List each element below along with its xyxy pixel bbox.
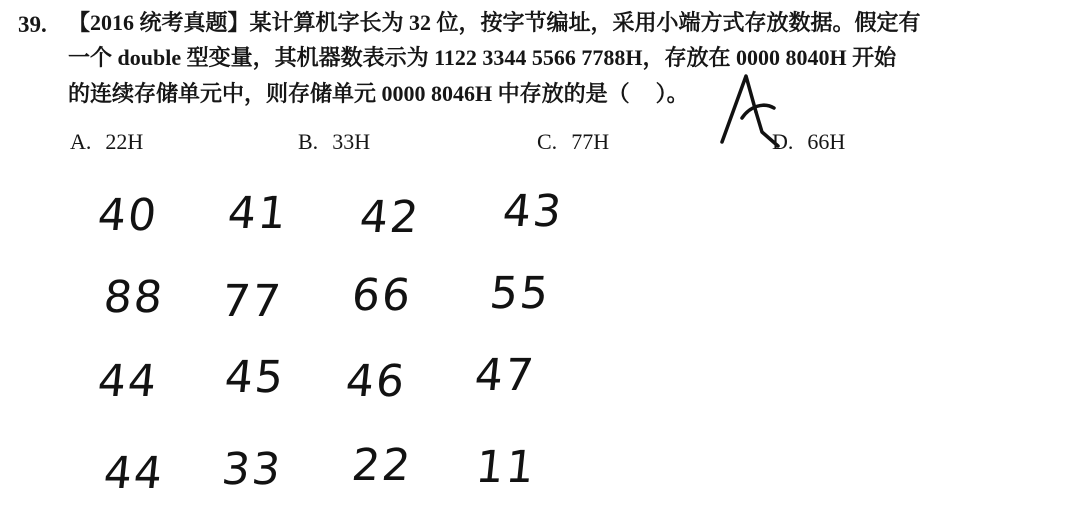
question-text-line-1: 【2016 统考真题】某计算机字长为 32 位，按字节编址，采用小端方式存放数据。假定有 (68, 10, 921, 35)
choice-d (772, 129, 845, 155)
choice-b-letter: B. (298, 129, 319, 154)
note-r2-c1: 88 (101, 272, 167, 323)
note-r3-c3: 46 (343, 356, 409, 407)
note-r3-c4: 47 (472, 350, 538, 401)
note-r1-c1: 40 (95, 190, 161, 241)
choice-c-text: 77H (571, 129, 610, 154)
note-r2-c2: 77 (219, 276, 285, 327)
note-r3-c2: 45 (222, 352, 288, 403)
choice-a-letter: A. (70, 129, 92, 154)
choice-c (537, 129, 609, 155)
note-r1-c4: 43 (500, 186, 566, 237)
question-text-line-3 (68, 83, 689, 105)
choice-b (298, 129, 370, 155)
note-r3-c1: 44 (95, 356, 161, 407)
handwritten-answer-letter: A (712, 72, 713, 73)
question-text-line-3-end: ）。 (655, 81, 689, 106)
choice-a (70, 129, 143, 155)
note-r4-c4: 11 (473, 442, 539, 493)
question-text-line-3-start: 的连续存储单元中，则存储单元 0000 8046H 中存放的是（ (68, 81, 630, 106)
note-r4-c3: 22 (349, 440, 415, 491)
note-r2-c3: 66 (349, 270, 415, 321)
question-number: 39. (18, 12, 47, 37)
question-text-line-2: 一个 double 型变量，其机器数表示为 1122 3344 5566 7788H，存放在 0000 8040H 开始 (68, 45, 897, 70)
choice-b-text: 33H (332, 129, 371, 154)
note-r1-c3: 42 (357, 192, 423, 243)
note-r4-c2: 33 (219, 444, 285, 495)
choice-d-text: 66H (807, 129, 846, 154)
choice-d-letter: D. (772, 129, 794, 154)
note-r2-c4: 55 (487, 268, 553, 319)
note-r4-c1: 44 (101, 448, 167, 499)
note-r1-c2: 41 (225, 188, 291, 239)
choice-a-text: 22H (105, 129, 144, 154)
choice-c-letter: C. (537, 129, 558, 154)
